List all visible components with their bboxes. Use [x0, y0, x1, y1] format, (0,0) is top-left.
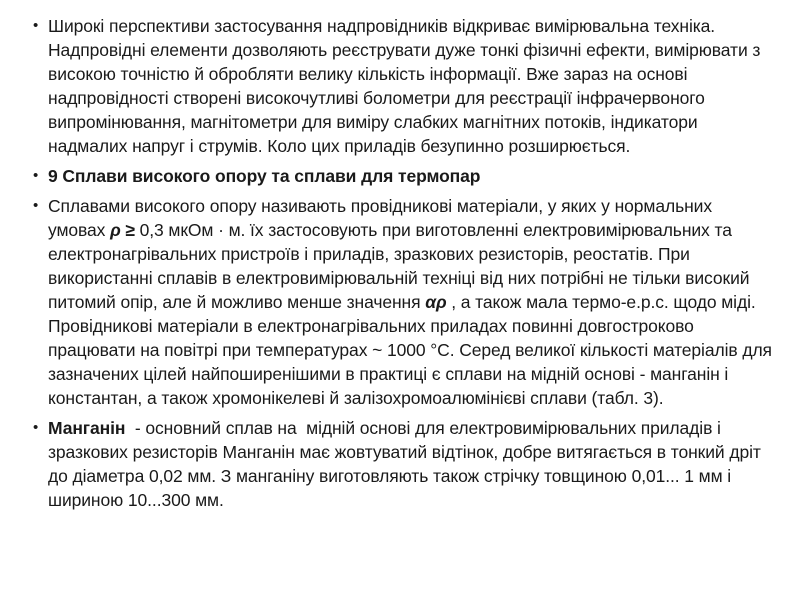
- bullet-icon: •: [33, 197, 39, 214]
- bullet-item: [33, 14, 774, 158]
- text-run: , а також мала термо-е.р.с. щодо міді. Провідникові матеріали в електронагрівальних приладах повинні довгостроково працювати на повітрі при температурах ~ 1000 °С. Серед великої кількості матеріалів для зазначених цілей найпоширенішими в практиці є сплави на мідній основі - манганін і константан, а також хромонікелеві й залізохромоалюмінієві сплави (табл. 3).: [48, 292, 777, 408]
- paragraph-text: [48, 196, 777, 408]
- bullet-item: [33, 194, 777, 410]
- text-run: - основний сплав на мідній основі для електровимірювальних приладів і зразкових резисторів Манганін має жовтуватий відтінок, добре витягається в тонкий дріт до діаметра 0,02 мм. З манганіну виготовляють також стрічку товщиною 0,01... 1 мм і шириною 10...300 мм.: [48, 418, 766, 510]
- paragraph-text: [48, 418, 766, 510]
- bullet-icon: •: [33, 419, 39, 436]
- paragraph-text: [48, 166, 480, 186]
- text-run: ≥: [120, 220, 140, 240]
- text-run: ρ: [110, 220, 121, 240]
- text-run: Сплавами високого опору називають провідникові матеріали, у яких у нормальних умовах: [48, 196, 717, 240]
- text-run: αρ: [425, 292, 447, 312]
- text-run: Широкі перспективи застосування надпровідників відкриває вимірювальна техніка. Надпровідні елементи дозволяють реєструвати дуже тонкі фізичні ефекти, вимірювати з високою точністю й обробляти велику кількість інформації. Вже зараз на основі надпровідності створені високочутливі болометри для реєстрації інфрачервоного випромінювання, магнітометри для виміру слабких магнітних потоків, індикатори надмалих напруг і струмів. Коло цих приладів безупинно розширюється.: [48, 16, 766, 156]
- bullet-icon: •: [33, 17, 39, 34]
- bullet-icon: •: [33, 167, 39, 184]
- bullet-item: [33, 416, 774, 512]
- text-run: Манганін: [48, 418, 131, 438]
- text-run: 0,3 мкОм · м. їх застосовують при виготовленні електровимірювальних та електронагрівальних пристроїв і приладів, зразкових резисторів, реостатів. При використанні сплавів в електровимірювальній техніці від них потрібні не тільки високий питомий опір, але й можливо менше значення: [48, 220, 755, 312]
- paragraph-text: [48, 16, 765, 156]
- text-run: 9 Сплави високого опору та сплави для термопар: [48, 166, 481, 186]
- bullet-item: [33, 164, 774, 188]
